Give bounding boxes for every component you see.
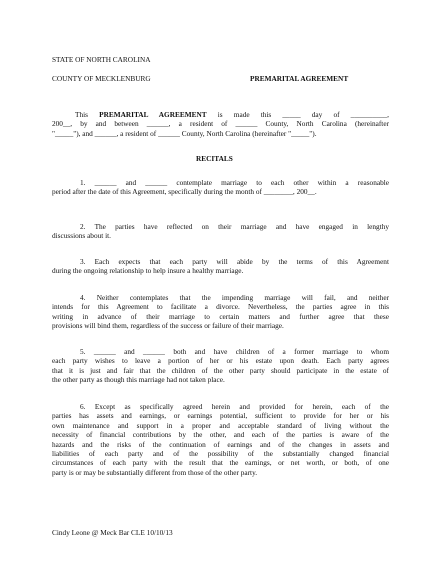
paragraph-line: 6. Except as specifically agreed herein and provided for herein, each of the bbox=[80, 402, 389, 411]
intro-line: 200__, by and between ______, a resident of ______ County, North Carolina (hereinafter bbox=[52, 119, 389, 129]
recitals-heading: RECITALS bbox=[196, 154, 233, 163]
paragraph-line: during the ongoing relationship to help insure a healthy marriage. bbox=[52, 266, 244, 276]
paragraph-line: writing in advance of their marriage to certain matters and further agree that these bbox=[52, 311, 389, 321]
paragraph-line: 2. The parties have reflected on their marriage and have engaged in lengthy bbox=[80, 222, 389, 231]
intro-paragraph bbox=[52, 110, 389, 138]
recital-paragraph bbox=[52, 347, 389, 385]
paragraph-line: 5. ______ and ______ both and have children of a former marriage to whom bbox=[80, 347, 389, 356]
paragraph-line: parties has assets and earnings, or earnings potential, sufficient to provide for her or his bbox=[52, 411, 389, 421]
paragraph-line: the other party as though this marriage had not taken place. bbox=[52, 375, 225, 385]
intro-bold-title: PREMARITAL AGREEMENT bbox=[99, 110, 207, 119]
paragraph-line: circumstances of each party with the result that the earnings, or net worth, or both, of one bbox=[52, 458, 389, 468]
paragraph-line: intends for this Agreement to facilitate a divorce. Nevertheless, the parties agree in this bbox=[52, 302, 389, 312]
county-heading: COUNTY OF MECKLENBURG bbox=[52, 74, 151, 83]
paragraph-line: discussions about it. bbox=[52, 231, 111, 241]
intro-line: "_____"), and ______, a resident of ______ County, North Carolina (hereinafter "_____"). bbox=[52, 128, 317, 138]
intro-text: is made this _____ day of __________, bbox=[206, 110, 389, 119]
footer-text: Cindy Leone @ Meck Bar CLE 10/10/13 bbox=[52, 528, 173, 537]
recital-paragraph bbox=[52, 402, 389, 477]
paragraph-line: necessity of financial contributions by the other, and each of the parties is aware of the bbox=[52, 430, 389, 440]
paragraph-line: own maintenance and support in a proper and acceptable standard of living without the bbox=[52, 420, 389, 430]
recital-paragraph bbox=[52, 222, 389, 241]
paragraph-line: hazards and the risks of the continuation of earnings and of the changes in assets and bbox=[52, 439, 389, 449]
paragraph-line: 4. Neither contemplates that the impending marriage will fail, and neither bbox=[80, 293, 389, 302]
document-title: PREMARITAL AGREEMENT bbox=[250, 74, 349, 83]
state-heading: STATE OF NORTH CAROLINA bbox=[52, 55, 151, 64]
paragraph-line: period after the date of this Agreement, specifically during the month of ________, 200__. bbox=[52, 187, 317, 197]
intro-line bbox=[52, 110, 389, 119]
paragraph-line: that it is just and fair that the children of the other party should participate in the estate of bbox=[52, 365, 389, 375]
intro-text: This bbox=[75, 110, 100, 119]
paragraph-line: 3. Each expects that each party will abide by the terms of this Agreement bbox=[80, 257, 389, 266]
recital-paragraph bbox=[52, 257, 389, 276]
paragraph-line: provisions will bind them, regardless of the success or failure of their marriage. bbox=[52, 321, 284, 331]
paragraph-line: party is or may be substantially different from those of the other party. bbox=[52, 467, 258, 477]
paragraph-line: 1. ______ and ______ contemplate marriage to each other within a reasonable bbox=[80, 178, 389, 187]
paragraph-line: liabilities of each party and of the possibility of the substantially changed financial bbox=[52, 449, 389, 459]
recital-paragraph bbox=[52, 293, 389, 331]
paragraph-line: each party wishes to leave a portion of her or his estate upon death. Each party agrees bbox=[52, 356, 389, 366]
recital-paragraph bbox=[52, 178, 389, 197]
